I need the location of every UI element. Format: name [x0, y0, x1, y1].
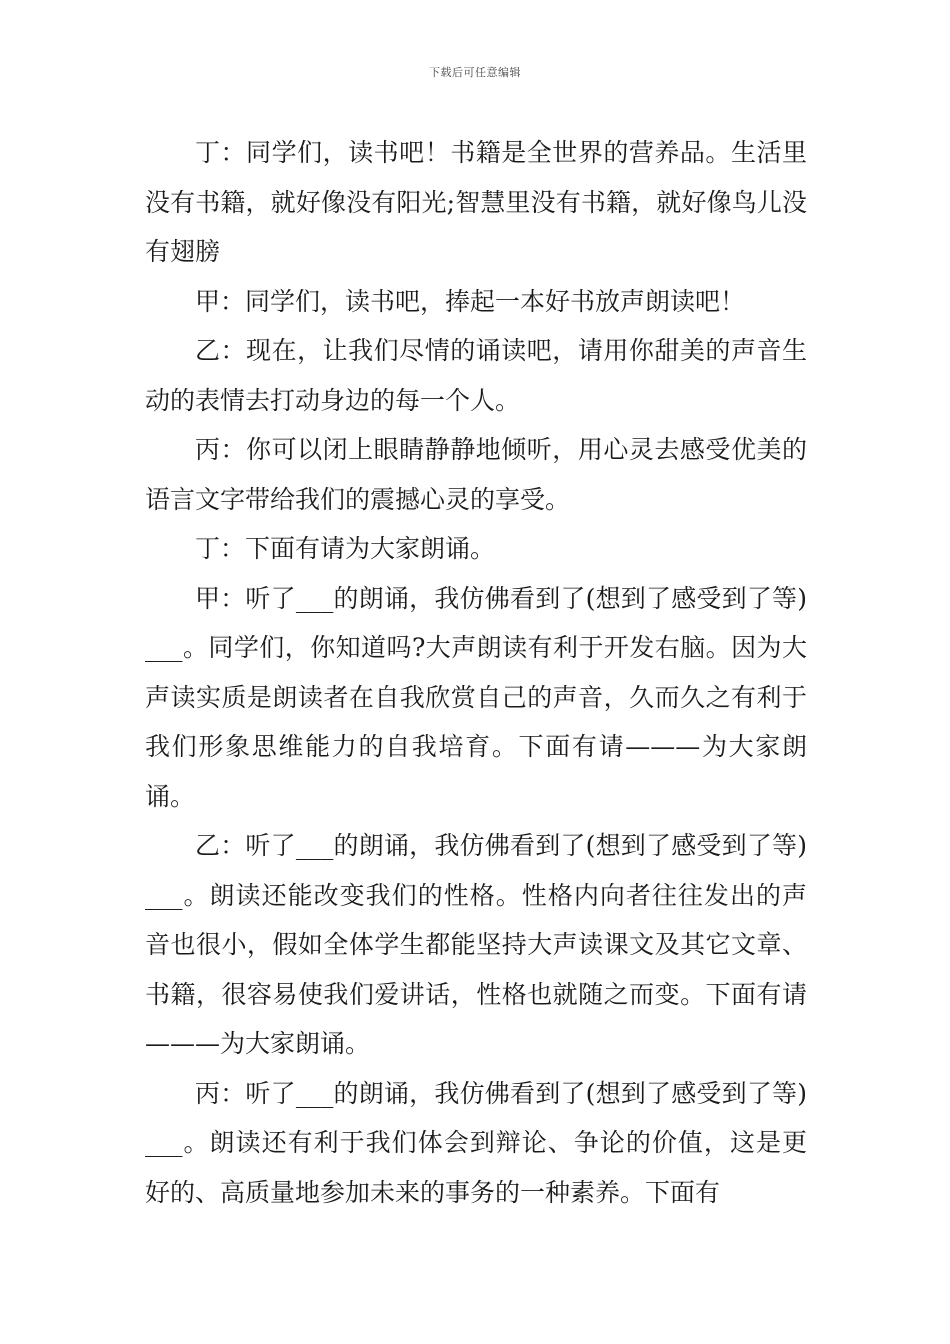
paragraph-jia-2: 甲：听了___的朗诵，我仿佛看到了(想到了感受到了等)___。同学们，你知道吗?大声朗读有利于开发右脑。因为大声读实质是朗读者在自我欣赏自己的声音，久而久之有利于我们形象思维能力的自我培育。下面有请———为大家朗诵。	[145, 583, 807, 811]
paragraph-yi-1: 乙：现在，让我们尽情的诵读吧，请用你甜美的声音生动的表情去打动身边的每一个人。	[145, 336, 807, 415]
paragraph-bing-1: 丙：你可以闭上眼睛静静地倾听，用心灵去感受优美的语言文字带给我们的震撼心灵的享受。	[145, 435, 807, 514]
paragraph-bing-2: 丙：听了___的朗诵，我仿佛看到了(想到了感受到了等)___。朗读还有利于我们体会到辩论、争论的价值，这是更好的、高质量地参加未来的事务的一种素养。下面有	[145, 1078, 807, 1207]
paragraph-yi-2: 乙：听了___的朗诵，我仿佛看到了(想到了感受到了等)___。朗读还能改变我们的性格。性格内向者往往发出的声音也很小，假如全体学生都能坚持大声读课文及其它文章、书籍，很容易使我们爱讲话，性格也就随之而变。下面有请———为大家朗诵。	[145, 831, 807, 1058]
paragraph-ding-2: 丁：下面有请为大家朗诵。	[195, 534, 496, 563]
paragraph-jia-1: 甲：同学们，读书吧，捧起一本好书放声朗读吧！	[195, 286, 746, 316]
paragraph-ding-1: 丁：同学们，读书吧！书籍是全世界的营养品。生活里没有书籍，就好像没有阳光;智慧里没有书籍，就好像鸟儿没有翅膀	[145, 138, 807, 266]
page-header: 下载后可任意编辑	[429, 66, 521, 79]
document-body	[145, 128, 807, 1217]
